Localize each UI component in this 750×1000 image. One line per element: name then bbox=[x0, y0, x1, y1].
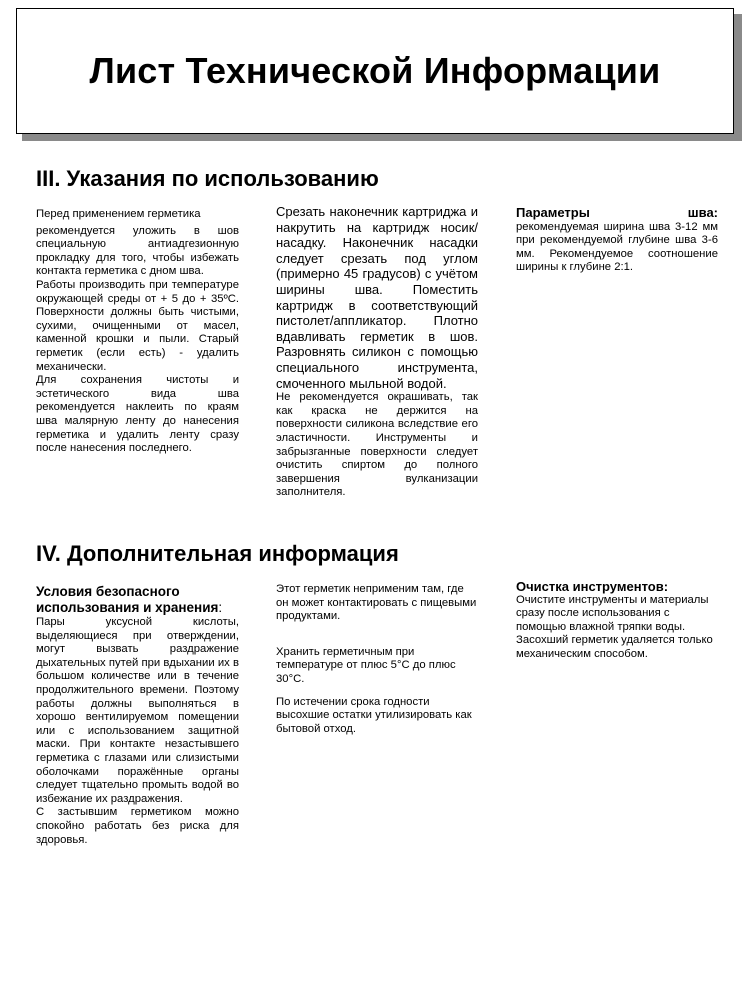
page-title: Лист Технической Информации bbox=[89, 50, 661, 91]
safety-paragraph: С застывшим герметиком можно спокойно работать без риска для здоровья. bbox=[36, 806, 239, 846]
usage-paragraph: Срезать наконечник картриджа и накрутить на картридж носик/насадку. Наконечник насадки следует срезать под углом (примерно 45 градусов) с учётом ширины шва. Поместить картридж в соответствующий пистолет/аппликатор. Плотно вдавливать герметик в шов. Разровнять силикон с помощью специального инструмента, смоченного мыльной водой. bbox=[276, 204, 478, 391]
section-heading-usage: III. Указания по использованию bbox=[36, 166, 379, 191]
usage-intro: Перед применением герметика bbox=[36, 208, 201, 220]
storage-paragraph: Хранить герметичным при температуре от плюс 5°С до плюс 30°С. bbox=[276, 645, 456, 685]
additional-column-3 bbox=[516, 580, 718, 662]
joint-params-text: рекомендуемая ширина шва 3-12 мм при рекомендуемой глубине шва 3-6 мм. Рекомендуемое соотношение ширины к глубине 2:1. bbox=[516, 220, 718, 274]
usage-column-3 bbox=[516, 205, 718, 275]
usage-column-1 bbox=[36, 208, 239, 456]
cleaning-text: Очистите инструменты и материалы сразу после использования с помощью влажной тряпки воды. Засохший герметик удаляется только механическим способом. bbox=[516, 593, 713, 660]
joint-params-label: Параметры шва: bbox=[516, 205, 718, 220]
usage-paragraph: Не рекомендуется окрашивать, так как краска не держится на поверхности силикона вследствие его эластичности. Инструменты и забрызганные поверхности следует очистить спиртом до полного завершения вулканизации заполнителя. bbox=[276, 391, 478, 499]
cleaning-subheading: Очистка инструментов: bbox=[516, 579, 669, 594]
usage-paragraph: рекомендуется уложить в шов специальную антиадгезионную прокладку для того, чтобы избежать контакта герметика с дном шва. bbox=[36, 224, 239, 278]
safety-subheading-text: Условия безопасного использования и хранения bbox=[36, 584, 219, 615]
safety-subheading bbox=[36, 584, 239, 616]
usage-paragraph: Для сохранения чистоты и эстетического вида шва рекомендуется наклеить по краям шва малярную ленту до нанесения герметика и удалить ленту сразу после нанесения последнего. bbox=[36, 374, 239, 455]
additional-column-2 bbox=[276, 583, 478, 736]
additional-column-1 bbox=[36, 584, 239, 847]
usage-paragraph: Работы производить при температуре окружающей среды от + 5 до + 35ºС. Поверхности должны быть чистыми, сухими, очищенными от масел, каменной крошки и пыли. Старый герметик (если есть) - удалить механически. bbox=[36, 278, 239, 373]
usage-column-2 bbox=[276, 204, 478, 500]
section-heading-additional: IV. Дополнительная информация bbox=[36, 541, 399, 566]
title-box bbox=[16, 8, 734, 134]
storage-paragraph: Этот герметик неприменим там, где он может контактировать с пищевыми продуктами. bbox=[276, 583, 477, 623]
safety-subheading-colon: : bbox=[218, 600, 223, 615]
safety-paragraph: Пары уксусной кислоты, выделяющиеся при отверждении, могут вызвать раздражение дыхательных путей при вдыхании их в большом количестве или в течение продолжительного времени. Поэтому работы должны выполняться в хорошо вентилируемом помещении или с использованием защитной маски. При контакте незастывшего герметика с глазами или слизистыми оболочками поражённые органы следует тщательно промыть водой во избежание их раздражения. bbox=[36, 616, 239, 805]
storage-paragraph: По истечении срока годности высохшие остатки утилизировать как бытовой отход. bbox=[276, 695, 472, 735]
